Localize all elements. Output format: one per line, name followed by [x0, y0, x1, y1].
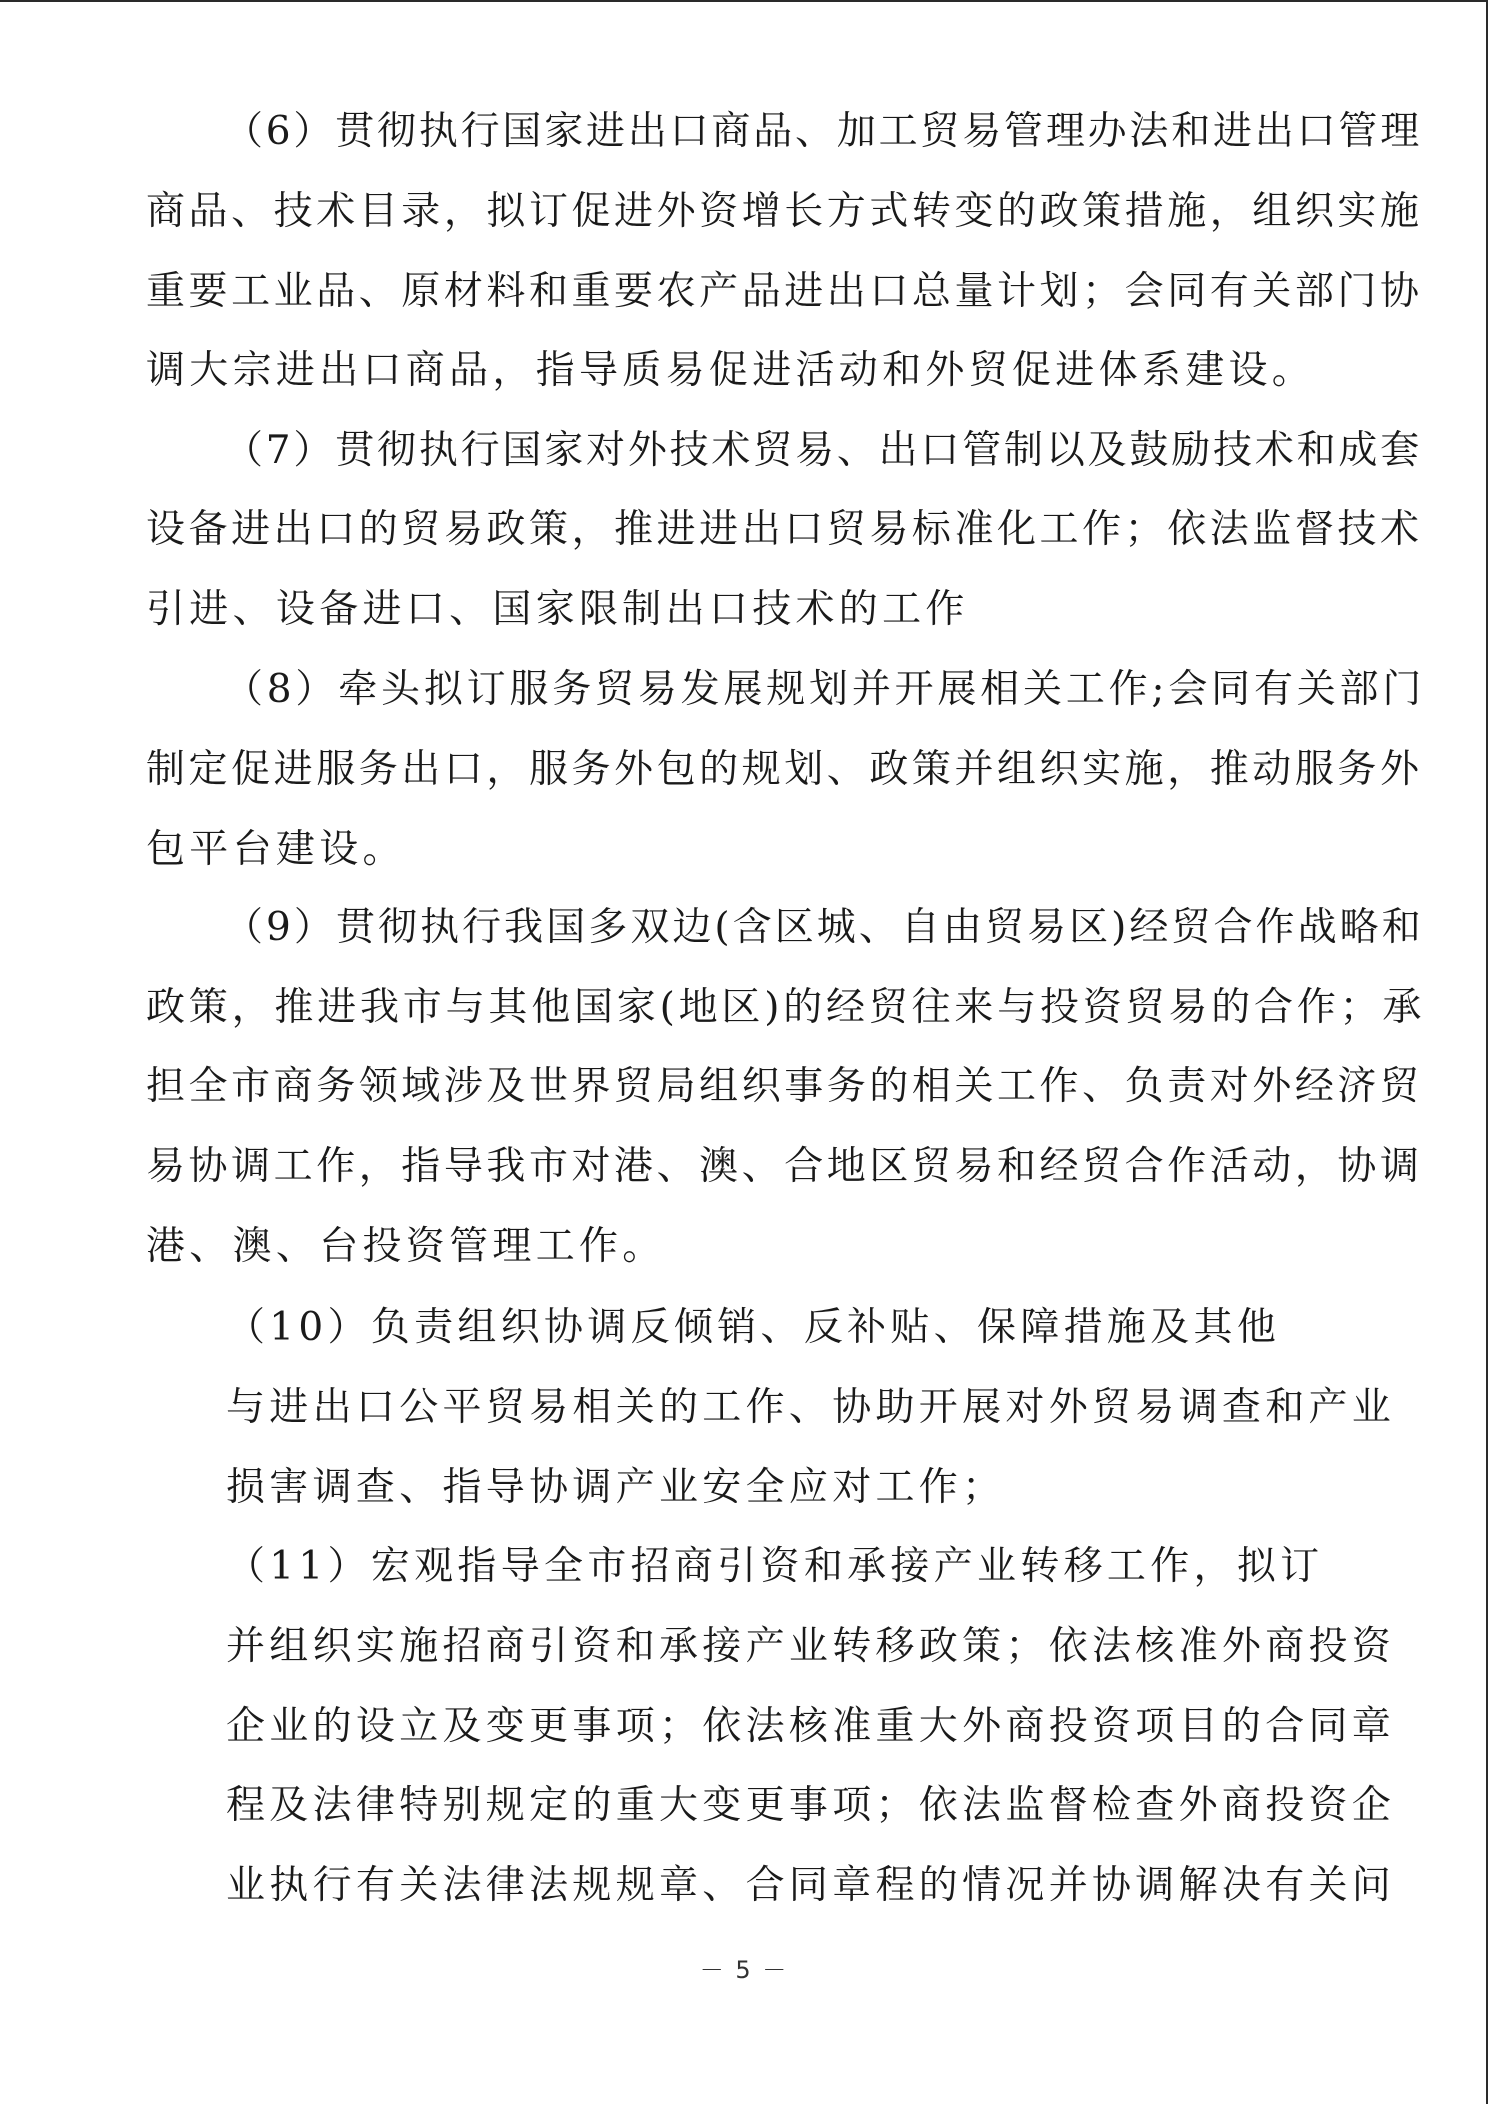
- item-8-line-1: （8）牵头拟订服务贸易发展规划并开展相关工作;会同有关部门: [224, 667, 1426, 712]
- item-10-line-3: 损害调查、指导协调产业安全应对工作；: [226, 1465, 1006, 1510]
- item-11-line-5: 业执行有关法律法规规章、合同章程的情况并协调解决有关问: [226, 1863, 1396, 1908]
- item-9-line-4: 易协调工作，指导我市对港、澳、合地区贸易和经贸合作活动，协调: [146, 1144, 1423, 1189]
- page-number: － 5 －: [699, 1956, 789, 1984]
- top-border: [0, 0, 1488, 2]
- item-9-line-2: 政策，推进我市与其他国家(地区)的经贸往来与投资贸易的合作；承: [146, 985, 1426, 1030]
- item-9-line-3: 担全市商务领域涉及世界贸局组织事务的相关工作、负责对外经济贸: [146, 1064, 1423, 1109]
- item-11-line-2: 并组织实施招商引资和承接产业转移政策；依法核准外商投资: [226, 1624, 1396, 1669]
- item-10-line-2: 与进出口公平贸易相关的工作、协助开展对外贸易调查和产业: [226, 1385, 1396, 1430]
- item-7-line-3: 引进、设备进口、国家限制出口技术的工作: [146, 587, 969, 632]
- item-6-line-4: 调大宗进出口商品，指导质易促进活动和外贸促进体系建设。: [146, 348, 1316, 393]
- item-7-line-2: 设备进出口的贸易政策，推进进出口贸易标准化工作；依法监督技术: [146, 507, 1423, 552]
- item-7-line-1: （7）贯彻执行国家对外技术贸易、出口管制以及鼓励技术和成套: [224, 428, 1423, 473]
- item-11-line-3: 企业的设立及变更事项；依法核准重大外商投资项目的合同章: [226, 1704, 1396, 1749]
- item-8-line-2: 制定促进服务出口，服务外包的规划、政策并组织实施，推动服务外: [146, 747, 1423, 792]
- item-11-line-4: 程及法律特别规定的重大变更事项；依法监督检查外商投资企: [226, 1783, 1396, 1828]
- item-9-line-1: （9）贯彻执行我国多双边(含区城、自由贸易区)经贸合作战略和: [224, 905, 1424, 950]
- item-10-line-1: （10）负责组织协调反倾销、反补贴、保障措施及其他: [226, 1305, 1281, 1350]
- item-6-line-3: 重要工业品、原材料和重要农产品进出口总量计划；会同有关部门协: [146, 269, 1423, 314]
- item-8-line-3: 包平台建设。: [146, 827, 406, 872]
- item-6-line-2: 商品、技术目录，拟订促进外资增长方式转变的政策措施，组织实施: [146, 189, 1423, 234]
- item-6-line-1: （6）贯彻执行国家进出口商品、加工贸易管理办法和进出口管理: [224, 109, 1423, 154]
- item-11-line-1: （11）宏观指导全市招商引资和承接产业转移工作，拟订: [226, 1544, 1324, 1589]
- item-9-line-5: 港、澳、台投资管理工作。: [146, 1224, 666, 1269]
